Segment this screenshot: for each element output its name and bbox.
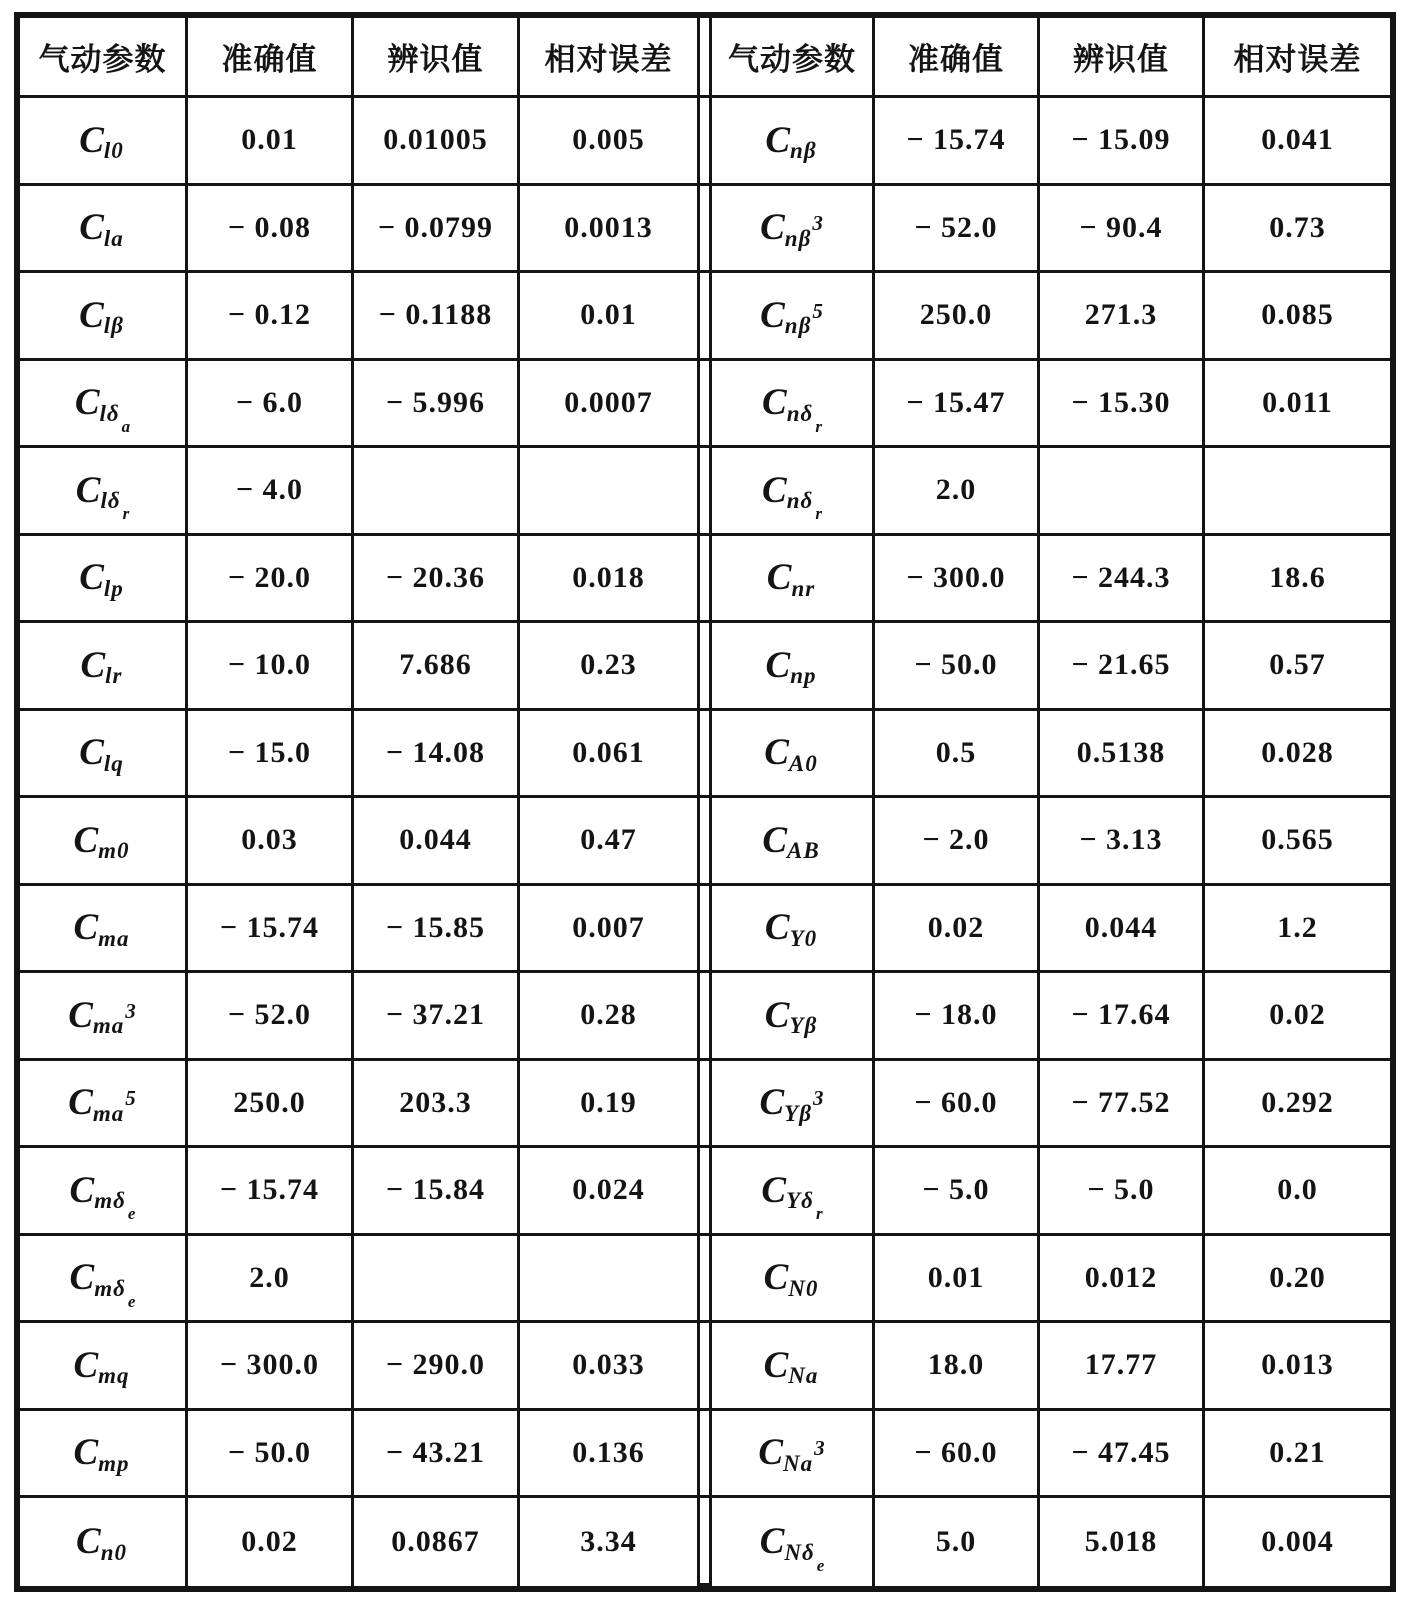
param-symbol-sub: lp bbox=[103, 575, 124, 601]
param-cell bbox=[20, 536, 188, 624]
param-symbol-subsub: r bbox=[122, 504, 130, 524]
column-header-parameter-right: 气动参数 bbox=[712, 18, 875, 98]
param-cell bbox=[20, 973, 188, 1061]
param-symbol-base: C bbox=[73, 819, 99, 861]
identified-value-cell: − 21.65 bbox=[1040, 623, 1205, 711]
param-symbol-base: C bbox=[73, 1432, 99, 1474]
param-symbol-subsub: r bbox=[815, 416, 822, 436]
param-symbol-subsub: e bbox=[127, 1291, 136, 1311]
accurate-value-cell: − 6.0 bbox=[188, 361, 354, 449]
param-symbol-sup: 5 bbox=[812, 298, 823, 323]
param-symbol-sub: mδ bbox=[94, 1275, 126, 1301]
param-cell bbox=[20, 361, 188, 449]
identified-value-cell: − 290.0 bbox=[354, 1323, 520, 1411]
accurate-value-cell: 250.0 bbox=[875, 273, 1040, 361]
param-symbol-base: C bbox=[73, 1344, 99, 1386]
param-symbol-sup: 3 bbox=[813, 1086, 824, 1111]
param-symbol-base: C bbox=[79, 119, 104, 161]
identified-value-cell bbox=[354, 448, 520, 536]
table-half-divider bbox=[700, 711, 712, 799]
relative-error-cell: 18.6 bbox=[1205, 536, 1390, 624]
table-half-divider bbox=[700, 361, 712, 449]
identified-value-cell: − 20.36 bbox=[354, 536, 520, 624]
relative-error-cell: 0.20 bbox=[1205, 1236, 1390, 1324]
column-header-accurate-value-left: 准确值 bbox=[188, 18, 354, 98]
relative-error-cell: 0.005 bbox=[520, 98, 700, 186]
param-symbol-base: C bbox=[766, 557, 792, 599]
table-half-divider bbox=[700, 1498, 712, 1586]
param-symbol-base: C bbox=[80, 644, 106, 686]
param-symbol-sub: nβ bbox=[784, 313, 812, 339]
identified-value-cell: − 15.30 bbox=[1040, 361, 1205, 449]
identified-value-cell: − 14.08 bbox=[354, 711, 520, 799]
param-symbol-base: C bbox=[759, 1082, 785, 1124]
param-symbol-subsub: a bbox=[121, 416, 131, 436]
param-cell bbox=[20, 1323, 188, 1411]
param-symbol-sub: nr bbox=[791, 575, 816, 601]
accurate-value-cell: − 0.08 bbox=[188, 186, 354, 274]
param-cell bbox=[712, 536, 875, 624]
param-symbol-sub: lδ bbox=[100, 488, 121, 514]
param-symbol-base: C bbox=[74, 382, 100, 424]
param-cell bbox=[20, 98, 188, 186]
relative-error-cell: 0.0 bbox=[1205, 1148, 1390, 1236]
param-cell bbox=[20, 711, 188, 799]
column-header-identified-value-right: 辨识值 bbox=[1040, 18, 1205, 98]
accurate-value-cell: − 10.0 bbox=[188, 623, 354, 711]
identified-value-cell bbox=[354, 1236, 520, 1324]
identified-value-cell bbox=[1040, 448, 1205, 536]
param-symbol-sub: Na bbox=[788, 1363, 819, 1389]
identified-value-cell: − 5.0 bbox=[1040, 1148, 1205, 1236]
identified-value-cell: 0.01005 bbox=[354, 98, 520, 186]
param-symbol-base: C bbox=[69, 1169, 95, 1211]
param-cell bbox=[712, 361, 875, 449]
param-symbol-base: C bbox=[76, 1521, 101, 1563]
relative-error-cell: 0.23 bbox=[520, 623, 700, 711]
column-header-parameter-left: 气动参数 bbox=[20, 18, 188, 98]
param-symbol-sub: m0 bbox=[98, 838, 130, 864]
param-cell bbox=[712, 186, 875, 274]
identified-value-cell: 203.3 bbox=[354, 1061, 520, 1149]
param-symbol-sub: nβ bbox=[784, 225, 812, 251]
param-symbol-base: C bbox=[79, 732, 104, 774]
param-cell bbox=[712, 273, 875, 361]
param-symbol-sub: ma bbox=[92, 1100, 125, 1126]
identified-value-cell: 0.044 bbox=[354, 798, 520, 886]
param-cell bbox=[712, 1061, 875, 1149]
table-half-divider bbox=[700, 1323, 712, 1411]
relative-error-cell: 0.028 bbox=[1205, 711, 1390, 799]
relative-error-cell: 3.34 bbox=[520, 1498, 700, 1586]
identified-value-cell: − 43.21 bbox=[354, 1411, 520, 1499]
param-symbol-sub: nβ bbox=[790, 138, 817, 164]
param-symbol-sub: mδ bbox=[94, 1188, 126, 1214]
accurate-value-cell: − 18.0 bbox=[875, 973, 1040, 1061]
param-symbol-base: C bbox=[765, 119, 791, 161]
param-cell bbox=[20, 186, 188, 274]
column-header-identified-value-left: 辨识值 bbox=[354, 18, 520, 98]
param-cell bbox=[712, 973, 875, 1061]
relative-error-cell: 0.47 bbox=[520, 798, 700, 886]
table-half-divider bbox=[700, 1148, 712, 1236]
param-cell bbox=[712, 711, 875, 799]
identified-value-cell: 0.012 bbox=[1040, 1236, 1205, 1324]
param-cell bbox=[20, 623, 188, 711]
relative-error-cell: 0.28 bbox=[520, 973, 700, 1061]
identified-value-cell: − 3.13 bbox=[1040, 798, 1205, 886]
identified-value-cell: − 37.21 bbox=[354, 973, 520, 1061]
param-cell bbox=[20, 1148, 188, 1236]
param-symbol-sub: mq bbox=[98, 1363, 130, 1389]
table-half-divider bbox=[700, 273, 712, 361]
table-half-divider bbox=[700, 186, 712, 274]
param-symbol-sub: A0 bbox=[788, 750, 818, 776]
param-symbol-sup: 3 bbox=[812, 211, 823, 236]
relative-error-cell: 0.0007 bbox=[520, 361, 700, 449]
param-symbol-base: C bbox=[764, 907, 790, 949]
param-symbol-sub: n0 bbox=[100, 1539, 127, 1565]
param-symbol-sub: Nδ bbox=[784, 1539, 815, 1565]
param-cell bbox=[712, 886, 875, 974]
identified-value-cell: − 5.996 bbox=[354, 361, 520, 449]
relative-error-cell: 0.013 bbox=[1205, 1323, 1390, 1411]
accurate-value-cell: 5.0 bbox=[875, 1498, 1040, 1586]
column-header-relative-error-left: 相对误差 bbox=[520, 18, 700, 98]
param-cell bbox=[712, 1323, 875, 1411]
identified-value-cell: − 15.84 bbox=[354, 1148, 520, 1236]
param-cell bbox=[712, 448, 875, 536]
relative-error-cell: 0.292 bbox=[1205, 1061, 1390, 1149]
accurate-value-cell: − 15.47 bbox=[875, 361, 1040, 449]
identified-value-cell: − 77.52 bbox=[1040, 1061, 1205, 1149]
identified-value-cell: 17.77 bbox=[1040, 1323, 1205, 1411]
param-symbol-base: C bbox=[79, 294, 104, 336]
relative-error-cell: 0.19 bbox=[520, 1061, 700, 1149]
param-cell bbox=[712, 798, 875, 886]
param-symbol-subsub: e bbox=[816, 1555, 825, 1575]
identified-value-cell: 0.044 bbox=[1040, 886, 1205, 974]
accurate-value-cell: − 300.0 bbox=[875, 536, 1040, 624]
table-half-divider bbox=[700, 1236, 712, 1324]
accurate-value-cell: − 4.0 bbox=[188, 448, 354, 536]
param-cell bbox=[20, 1236, 188, 1324]
relative-error-cell: 0.061 bbox=[520, 711, 700, 799]
identified-value-cell: 7.686 bbox=[354, 623, 520, 711]
accurate-value-cell: − 60.0 bbox=[875, 1061, 1040, 1149]
accurate-value-cell: − 2.0 bbox=[875, 798, 1040, 886]
aerodynamic-parameter-table bbox=[14, 12, 1396, 1592]
accurate-value-cell: 250.0 bbox=[188, 1061, 354, 1149]
param-cell bbox=[20, 798, 188, 886]
param-symbol-sub: np bbox=[790, 663, 817, 689]
relative-error-cell: 0.0013 bbox=[520, 186, 700, 274]
param-cell bbox=[20, 448, 188, 536]
param-symbol-sup: 3 bbox=[125, 998, 136, 1023]
param-symbol-sub: Y0 bbox=[789, 925, 818, 951]
param-cell bbox=[20, 273, 188, 361]
relative-error-cell: 0.004 bbox=[1261, 1524, 1334, 1558]
relative-error-cell: 0.007 bbox=[520, 886, 700, 974]
table-half-divider bbox=[700, 18, 712, 98]
identified-value-cell: − 244.3 bbox=[1040, 536, 1205, 624]
param-symbol-subsub: r bbox=[815, 1204, 823, 1224]
accurate-value-cell: − 50.0 bbox=[188, 1411, 354, 1499]
identified-value-cell: 5.018 bbox=[1040, 1498, 1205, 1586]
param-symbol-base: C bbox=[763, 1257, 789, 1299]
param-cell bbox=[712, 623, 875, 711]
identified-value-cell: 0.5138 bbox=[1040, 711, 1205, 799]
accurate-value-cell: 0.01 bbox=[875, 1236, 1040, 1324]
accurate-value-cell: 0.03 bbox=[188, 798, 354, 886]
accurate-value-cell: 18.0 bbox=[875, 1323, 1040, 1411]
param-symbol-subsub: e bbox=[127, 1204, 136, 1224]
param-symbol-sub: Na bbox=[783, 1450, 814, 1476]
accurate-value-cell: 0.02 bbox=[875, 886, 1040, 974]
param-symbol-base: C bbox=[73, 907, 99, 949]
param-symbol-base: C bbox=[762, 382, 787, 424]
relative-error-cell: 0.21 bbox=[1205, 1411, 1390, 1499]
param-cell bbox=[20, 1061, 188, 1149]
relative-error-cell: 0.018 bbox=[520, 536, 700, 624]
accurate-value-cell: − 60.0 bbox=[875, 1411, 1040, 1499]
param-symbol-sub: nδ bbox=[786, 400, 814, 426]
accurate-value-cell: − 15.74 bbox=[188, 886, 354, 974]
param-symbol-sub: lq bbox=[103, 750, 124, 776]
table-half-divider bbox=[700, 536, 712, 624]
param-symbol-sub: ma bbox=[92, 1013, 125, 1039]
accurate-value-cell: − 5.0 bbox=[875, 1148, 1040, 1236]
table-half-divider bbox=[700, 798, 712, 886]
column-header-relative-error-right: 相对误差 bbox=[1205, 18, 1390, 98]
accurate-value-cell: 2.0 bbox=[188, 1236, 354, 1324]
param-symbol-sub: l0 bbox=[103, 138, 124, 164]
accurate-value-cell: − 52.0 bbox=[875, 186, 1040, 274]
relative-error-cell: 0.02 bbox=[1205, 973, 1390, 1061]
param-symbol-base: C bbox=[68, 994, 93, 1036]
param-symbol-sup: 3 bbox=[814, 1436, 825, 1461]
identified-value-cell: − 17.64 bbox=[1040, 973, 1205, 1061]
param-symbol-sub: AB bbox=[787, 838, 820, 864]
param-symbol-base: C bbox=[759, 1521, 785, 1563]
relative-error-cell bbox=[520, 1236, 700, 1324]
param-cell bbox=[712, 1236, 875, 1324]
param-cell bbox=[20, 1411, 188, 1499]
param-symbol-base: C bbox=[68, 1082, 93, 1124]
column-header-accurate-value-right: 准确值 bbox=[875, 18, 1040, 98]
table-half-divider bbox=[700, 623, 712, 711]
accurate-value-cell: − 15.0 bbox=[188, 711, 354, 799]
identified-value-cell: − 15.85 bbox=[354, 886, 520, 974]
identified-value-cell: − 47.45 bbox=[1040, 1411, 1205, 1499]
relative-error-cell: 0.57 bbox=[1205, 623, 1390, 711]
accurate-value-cell: 0.5 bbox=[875, 711, 1040, 799]
param-symbol-sub: lδ bbox=[99, 400, 120, 426]
param-symbol-base: C bbox=[760, 207, 785, 249]
param-symbol-base: C bbox=[75, 469, 101, 511]
param-symbol-sub: Yβ bbox=[789, 1013, 818, 1039]
param-symbol-base: C bbox=[763, 1344, 789, 1386]
param-symbol-base: C bbox=[761, 1169, 787, 1211]
identified-value-cell: − 15.09 bbox=[1040, 98, 1205, 186]
param-cell bbox=[712, 98, 875, 186]
param-symbol-base: C bbox=[758, 1432, 784, 1474]
param-cell bbox=[20, 886, 188, 974]
param-symbol-base: C bbox=[760, 294, 785, 336]
relative-error-cell: 0.024 bbox=[520, 1148, 700, 1236]
param-symbol-sub: lβ bbox=[103, 313, 124, 339]
relative-error-cell: 0.01 bbox=[520, 273, 700, 361]
param-symbol-sub: Yβ bbox=[784, 1100, 813, 1126]
identified-value-cell: − 0.1188 bbox=[354, 273, 520, 361]
relative-error-cell: 0.565 bbox=[1205, 798, 1390, 886]
param-symbol-base: C bbox=[762, 469, 787, 511]
param-cell bbox=[20, 1498, 188, 1586]
param-symbol-base: C bbox=[764, 994, 790, 1036]
relative-error-cell: 0.136 bbox=[520, 1411, 700, 1499]
identified-value-cell: − 90.4 bbox=[1040, 186, 1205, 274]
relative-error-cell: 0.085 bbox=[1205, 273, 1390, 361]
table-half-divider bbox=[700, 1061, 712, 1149]
param-symbol-sub: ma bbox=[98, 925, 130, 951]
param-cell bbox=[712, 1411, 875, 1499]
table-half-divider bbox=[700, 973, 712, 1061]
accurate-value-cell: 0.01 bbox=[188, 98, 354, 186]
accurate-value-cell: − 0.12 bbox=[188, 273, 354, 361]
accurate-value-cell: 0.02 bbox=[188, 1498, 354, 1586]
accurate-value-cell: − 52.0 bbox=[188, 973, 354, 1061]
relative-error-cell: 1.2 bbox=[1205, 886, 1390, 974]
param-cell bbox=[712, 1148, 875, 1236]
param-symbol-subsub: r bbox=[815, 504, 822, 524]
param-symbol-sub: Yδ bbox=[786, 1188, 814, 1214]
identified-value-cell: 271.3 bbox=[1040, 273, 1205, 361]
param-symbol-sub: la bbox=[103, 225, 124, 251]
accurate-value-cell: − 300.0 bbox=[188, 1323, 354, 1411]
table-half-divider bbox=[700, 448, 712, 536]
param-symbol-sub: mp bbox=[98, 1450, 130, 1476]
relative-error-cell: 0.041 bbox=[1205, 98, 1390, 186]
accurate-value-cell: − 15.74 bbox=[188, 1148, 354, 1236]
accurate-value-cell: − 50.0 bbox=[875, 623, 1040, 711]
accurate-value-cell: − 15.74 bbox=[875, 98, 1040, 186]
identified-value-cell: 0.0867 bbox=[354, 1498, 520, 1586]
identified-value-cell: − 0.0799 bbox=[354, 186, 520, 274]
param-symbol-base: C bbox=[764, 732, 789, 774]
param-symbol-base: C bbox=[79, 557, 104, 599]
param-symbol-base: C bbox=[79, 207, 104, 249]
relative-error-cell: 0.73 bbox=[1205, 186, 1390, 274]
relative-error-cell: 0.011 bbox=[1205, 361, 1390, 449]
param-symbol-sub: lr bbox=[105, 663, 123, 689]
relative-error-cell bbox=[520, 448, 700, 536]
param-symbol-base: C bbox=[765, 644, 791, 686]
relative-error-cell: 0.033 bbox=[520, 1323, 700, 1411]
accurate-value-cell: − 20.0 bbox=[188, 536, 354, 624]
param-symbol-base: C bbox=[69, 1257, 95, 1299]
param-symbol-sup: 5 bbox=[125, 1086, 136, 1111]
table-half-divider bbox=[700, 886, 712, 974]
param-symbol-base: C bbox=[762, 819, 787, 861]
param-symbol-sub: nδ bbox=[786, 488, 814, 514]
table-half-divider bbox=[700, 98, 712, 186]
relative-error-cell bbox=[1205, 448, 1390, 536]
table-half-divider bbox=[700, 1411, 712, 1499]
param-cell bbox=[712, 1498, 875, 1586]
param-symbol-sub: N0 bbox=[788, 1275, 819, 1301]
accurate-value-cell: 2.0 bbox=[875, 448, 1040, 536]
